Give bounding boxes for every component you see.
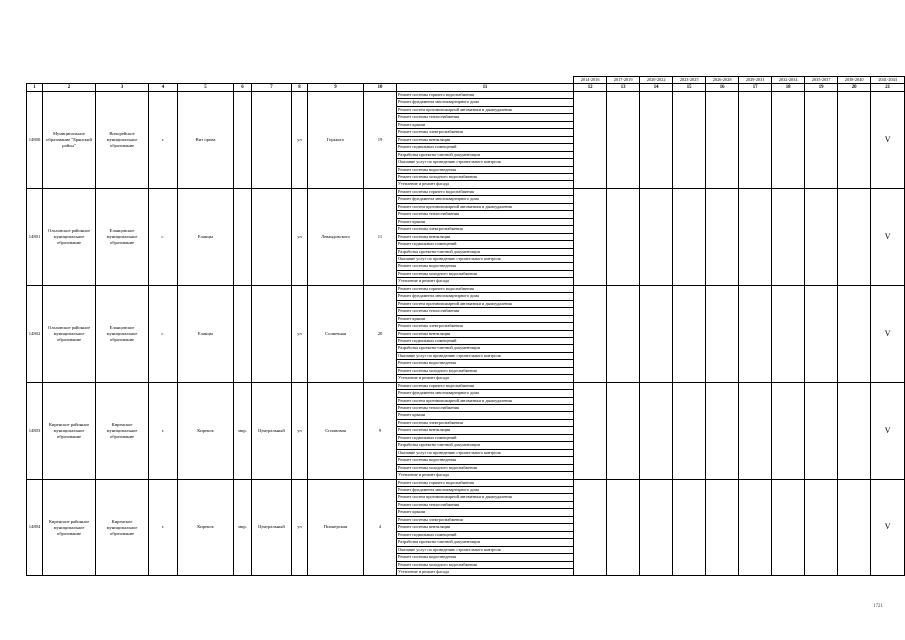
period-header: 2035-2037 [805, 77, 838, 84]
column-number: 9 [308, 84, 364, 92]
work-item: Ремонт системы теплоснабжения [397, 308, 574, 315]
subdivision-name: Центральный [252, 382, 292, 479]
period-cell [640, 188, 673, 285]
column-number-row [27, 84, 905, 92]
period-cell [805, 92, 838, 189]
period-mark: V [871, 188, 905, 285]
locality-name: Еланцы [178, 188, 234, 285]
table-row [27, 92, 905, 99]
column-number: 7 [252, 84, 292, 92]
locality-type: г. [149, 479, 178, 576]
page-number: 1721 [873, 604, 883, 609]
work-item: Разработка проектно-сметной документации [397, 442, 574, 449]
locality-type: г. [149, 382, 178, 479]
column-number: 14 [640, 84, 673, 92]
subdivision-type: мкр. [234, 479, 252, 576]
work-item: Ремонт системы электроснабжения [397, 226, 574, 233]
period-cell [772, 188, 805, 285]
work-item: Оказание услуг по проведению строительного контроля [397, 546, 574, 553]
subdivision-type [234, 285, 252, 382]
work-item: Ремонт системы электроснабжения [397, 419, 574, 426]
period-header: 2020-2022 [640, 77, 673, 84]
period-cell [673, 479, 706, 576]
district-name: Ольховское районное муниципальное образование [43, 285, 96, 382]
period-cell [673, 92, 706, 189]
repair-program-table [26, 76, 905, 576]
column-number: 3 [96, 84, 149, 92]
period-header: 2017-2019 [607, 77, 640, 84]
work-item: Ремонт фундамента многоквартирного дома [397, 293, 574, 300]
work-item: Ремонт систем противопожарной автоматики и дымоудаления [397, 494, 574, 501]
subdivision-name [252, 188, 292, 285]
period-cell [772, 92, 805, 189]
period-cell [640, 382, 673, 479]
period-cell [739, 92, 772, 189]
work-item: Ремонт системы горячего водоснабжения [397, 188, 574, 195]
house-number: 9 [364, 382, 397, 479]
period-cell [640, 92, 673, 189]
street-name: Левандовского [308, 188, 364, 285]
table-row [27, 188, 905, 195]
period-header: 2038-2040 [838, 77, 871, 84]
work-item: Утепление и ремонт фасада [397, 375, 574, 382]
period-cell [706, 479, 739, 576]
period-cell [838, 285, 871, 382]
period-cell [805, 285, 838, 382]
column-number: 12 [574, 84, 607, 92]
period-cell [706, 382, 739, 479]
column-number: 11 [397, 84, 574, 92]
subdivision-name [252, 285, 292, 382]
house-number: 11 [364, 188, 397, 285]
period-header-spacer [27, 77, 574, 84]
column-number: 13 [607, 84, 640, 92]
period-cell [673, 188, 706, 285]
work-item: Ремонт системы водоотведения [397, 166, 574, 173]
work-item: Ремонт системы горячего водоснабжения [397, 92, 574, 99]
period-cell [673, 382, 706, 479]
period-cell [706, 285, 739, 382]
work-item: Ремонт системы холодного водоснабжения [397, 173, 574, 180]
work-item: Ремонт подвальных помещений [397, 434, 574, 441]
work-item: Ремонт системы теплоснабжения [397, 501, 574, 508]
subdivision-type [234, 92, 252, 189]
period-cell [574, 188, 607, 285]
work-item: Ремонт системы горячего водоснабжения [397, 382, 574, 389]
period-cell [805, 479, 838, 576]
column-number: 6 [234, 84, 252, 92]
period-header: 2014-2016 [574, 77, 607, 84]
locality-name: Еланцы [178, 285, 234, 382]
period-mark: V [871, 479, 905, 576]
work-item: Ремонт крыши [397, 218, 574, 225]
period-mark: V [871, 285, 905, 382]
table-row [27, 479, 905, 486]
period-cell [772, 382, 805, 479]
locality-type: г. [149, 92, 178, 189]
period-cell [838, 382, 871, 479]
work-item: Ремонт системы холодного водоснабжения [397, 270, 574, 277]
work-item: Ремонт систем противопожарной автоматики и дымоудаления [397, 300, 574, 307]
period-header: 2023-2025 [673, 77, 706, 84]
work-item: Оказание услуг по проведению строительного контроля [397, 352, 574, 359]
house-number: 4 [364, 479, 397, 576]
column-number: 18 [772, 84, 805, 92]
work-item: Ремонт системы вентиляции [397, 233, 574, 240]
street-name: Пионерская [308, 479, 364, 576]
street-name: Солнечная [308, 285, 364, 382]
settlement-name: Киренское муниципальное образование [96, 479, 149, 576]
work-item: Ремонт системы водоотведения [397, 263, 574, 270]
period-cell [574, 382, 607, 479]
work-item: Ремонт системы вентиляции [397, 136, 574, 143]
work-item: Ремонт крыши [397, 412, 574, 419]
work-item: Утепление и ремонт фасада [397, 472, 574, 479]
record-id: 14802 [27, 285, 43, 382]
district-name: Киренское районное муниципальное образование [43, 382, 96, 479]
record-id: 14804 [27, 479, 43, 576]
period-cell [673, 285, 706, 382]
street-type: ул [292, 479, 308, 576]
settlement-name: Киренское муниципальное образование [96, 382, 149, 479]
work-item: Ремонт подвальных помещений [397, 144, 574, 151]
column-number: 10 [364, 84, 397, 92]
period-cell [772, 479, 805, 576]
work-item: Ремонт системы вентиляции [397, 330, 574, 337]
street-type: ул [292, 92, 308, 189]
period-cell [574, 479, 607, 576]
work-item: Разработка проектно-сметной документации [397, 248, 574, 255]
column-number: 21 [871, 84, 905, 92]
work-item: Ремонт системы горячего водоснабжения [397, 285, 574, 292]
column-number: 19 [805, 84, 838, 92]
work-item: Ремонт систем противопожарной автоматики и дымоудаления [397, 397, 574, 404]
period-cell [607, 479, 640, 576]
work-item: Ремонт системы теплоснабжения [397, 114, 574, 121]
period-mark: V [871, 382, 905, 479]
locality-name: Киренск [178, 382, 234, 479]
period-cell [739, 188, 772, 285]
period-header: 2026-2028 [706, 77, 739, 84]
work-item: Ремонт системы водоотведения [397, 554, 574, 561]
record-id: 14803 [27, 382, 43, 479]
settlement-name: Еланцовское муниципальное образование [96, 285, 149, 382]
district-name: Ольховское районное муниципальное образование [43, 188, 96, 285]
record-id: 14800 [27, 92, 43, 189]
record-id: 14801 [27, 188, 43, 285]
work-item: Оказание услуг по проведению строительного контроля [397, 255, 574, 262]
work-item: Оказание услуг по проведению строительного контроля [397, 159, 574, 166]
subdivision-type [234, 188, 252, 285]
period-cell [739, 382, 772, 479]
locality-type: с. [149, 188, 178, 285]
work-item: Ремонт фундамента многоквартирного дома [397, 487, 574, 494]
period-cell [706, 92, 739, 189]
settlement-name: Еланцовское муниципальное образование [96, 188, 149, 285]
work-item: Ремонт системы горячего водоснабжения [397, 479, 574, 486]
period-cell [805, 188, 838, 285]
locality-name: Вит орова [178, 92, 234, 189]
work-item: Ремонт системы теплоснабжения [397, 211, 574, 218]
work-item: Разработка проектно-сметной документации [397, 345, 574, 352]
subdivision-type: мкр. [234, 382, 252, 479]
locality-name: Киренск [178, 479, 234, 576]
period-cell [640, 285, 673, 382]
work-item: Ремонт системы водоотведения [397, 360, 574, 367]
locality-type: с. [149, 285, 178, 382]
street-name: Сплавовая [308, 382, 364, 479]
work-item: Оказание услуг по проведению строительного контроля [397, 449, 574, 456]
period-header: 2041-2043 [871, 77, 905, 84]
column-number: 5 [178, 84, 234, 92]
street-type: ул [292, 285, 308, 382]
column-number: 8 [292, 84, 308, 92]
work-item: Утепление и ремонт фасада [397, 569, 574, 576]
street-type: ул [292, 188, 308, 285]
work-item: Разработка проектно-сметной документации [397, 151, 574, 158]
work-item: Ремонт крыши [397, 121, 574, 128]
settlement-name: Вичорейское муниципальное образование [96, 92, 149, 189]
table-row [27, 285, 905, 292]
work-item: Ремонт систем противопожарной автоматики и дымоудаления [397, 203, 574, 210]
subdivision-name: Центральный [252, 479, 292, 576]
work-item: Утепление и ремонт фасада [397, 181, 574, 188]
column-number: 16 [706, 84, 739, 92]
period-cell [574, 285, 607, 382]
period-header: 2029-2031 [739, 77, 772, 84]
column-number: 17 [739, 84, 772, 92]
work-item: Утепление и ремонт фасада [397, 278, 574, 285]
period-cell [607, 188, 640, 285]
work-item: Разработка проектно-сметной документации [397, 539, 574, 546]
column-number: 4 [149, 84, 178, 92]
work-item: Ремонт системы электроснабжения [397, 129, 574, 136]
period-cell [838, 188, 871, 285]
district-name: Муниципальное образование "Брянский район" [43, 92, 96, 189]
work-item: Ремонт подвальных помещений [397, 241, 574, 248]
house-number: 19 [364, 92, 397, 189]
work-item: Ремонт фундамента многоквартирного дома [397, 196, 574, 203]
house-number: 20 [364, 285, 397, 382]
period-header-row [27, 77, 905, 84]
work-item: Ремонт системы теплоснабжения [397, 405, 574, 412]
period-header: 2032-2034 [772, 77, 805, 84]
period-cell [607, 285, 640, 382]
work-item: Ремонт фундамента многоквартирного дома [397, 99, 574, 106]
subdivision-name [252, 92, 292, 189]
work-item: Ремонт системы электроснабжения [397, 516, 574, 523]
period-cell [739, 479, 772, 576]
work-item: Ремонт подвальных помещений [397, 337, 574, 344]
period-cell [607, 382, 640, 479]
work-item: Ремонт подвальных помещений [397, 531, 574, 538]
work-item: Ремонт системы холодного водоснабжения [397, 464, 574, 471]
column-number: 20 [838, 84, 871, 92]
work-item: Ремонт системы вентиляции [397, 524, 574, 531]
table-row [27, 382, 905, 389]
period-cell [805, 382, 838, 479]
street-name: Горького [308, 92, 364, 189]
period-cell [640, 479, 673, 576]
work-item: Ремонт системы вентиляции [397, 427, 574, 434]
street-type: ул [292, 382, 308, 479]
column-number: 1 [27, 84, 43, 92]
period-cell [574, 92, 607, 189]
period-cell [607, 92, 640, 189]
column-number: 2 [43, 84, 96, 92]
period-cell [838, 479, 871, 576]
work-item: Ремонт системы электроснабжения [397, 323, 574, 330]
work-item: Ремонт фундамента многоквартирного дома [397, 390, 574, 397]
period-cell [706, 188, 739, 285]
work-item: Ремонт системы холодного водоснабжения [397, 561, 574, 568]
program-table-sheet [26, 76, 897, 576]
column-number: 15 [673, 84, 706, 92]
work-item: Ремонт крыши [397, 315, 574, 322]
work-item: Ремонт системы водоотведения [397, 457, 574, 464]
period-cell [739, 285, 772, 382]
period-mark: V [871, 92, 905, 189]
work-item: Ремонт системы холодного водоснабжения [397, 367, 574, 374]
district-name: Киренское районное муниципальное образование [43, 479, 96, 576]
work-item: Ремонт систем противопожарной автоматики и дымоудаления [397, 106, 574, 113]
work-item: Ремонт крыши [397, 509, 574, 516]
period-cell [838, 92, 871, 189]
table-body [27, 92, 905, 576]
period-cell [772, 285, 805, 382]
